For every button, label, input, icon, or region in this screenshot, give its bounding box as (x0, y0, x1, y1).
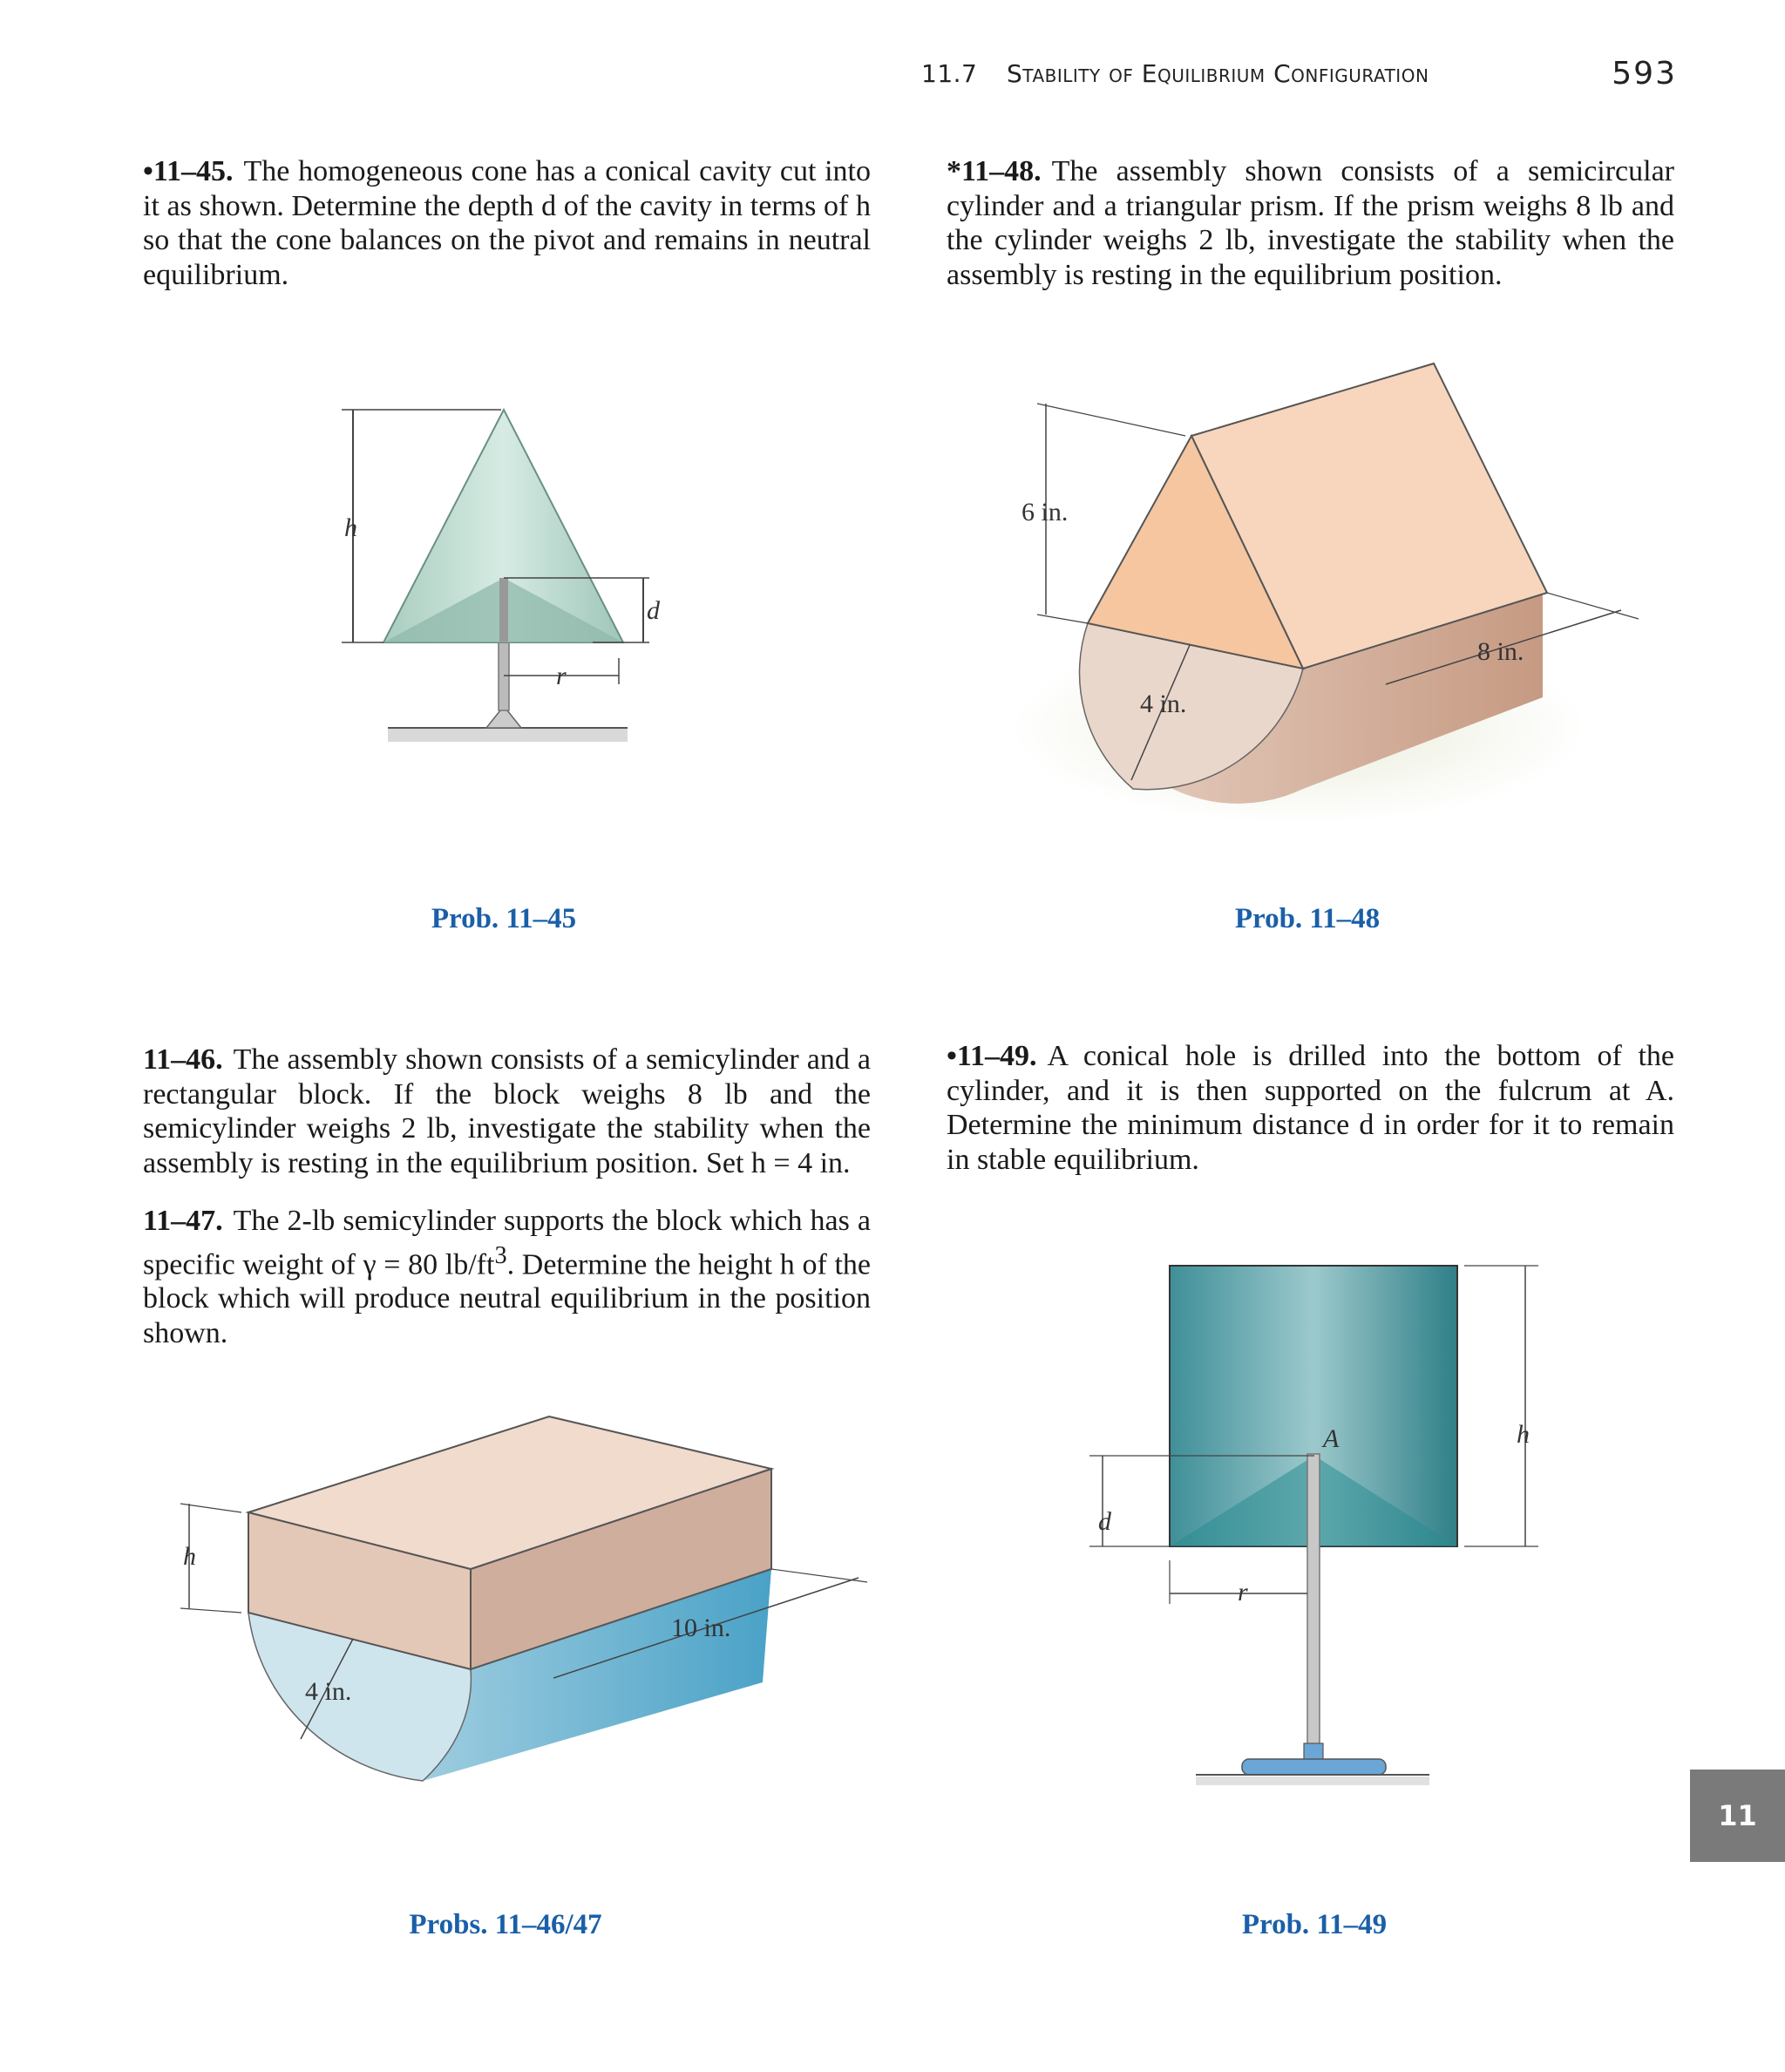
superscript: 3 (494, 1241, 507, 1269)
chapter-tab: 11 (1690, 1770, 1785, 1862)
problem-text-a: The 2-lb semicylinder supports the block which has a specific weight of γ = 80 lb/ft (143, 1205, 871, 1281)
label-A: A (1323, 1424, 1340, 1453)
problem-text: The homogeneous cone has a conical cavity cut into it as shown. Determine the depth d of the cavity in terms of h so that the cone balances on the pivot and remains in neutral equilibrium. (143, 155, 871, 291)
problem-text: The assembly shown consists of a semicircular cylinder and a triangular prism. If the prism weighs 8 lb and the cylinder weighs 2 lb, investigate the stability when the assembly is resting in the equilibrium position. (947, 155, 1674, 291)
caption-probs-11-46-47: Probs. 11–46/47 (409, 1909, 602, 1940)
problem-number: 11–46. (143, 1043, 223, 1076)
label-6in: 6 in. (1021, 498, 1069, 526)
figure-cylinder-fulcrum (1081, 1255, 1569, 1813)
caption-prob-11-49: Prob. 11–49 (1241, 1909, 1388, 1940)
label-h: h (183, 1542, 196, 1571)
problem-number: 11–47. (143, 1205, 223, 1237)
figure-prism-cylinder (1002, 353, 1647, 841)
section-number: 11.7 (921, 59, 978, 88)
problem-text: The assembly shown consists of a semicylinder and a rectangular block. If the block weighs 8 lb and the semicylinder weighs 2 lb, investigate the stability when the assembly is resting in the equilibrium position. Set h = 4 in. (143, 1043, 871, 1179)
problem-number: •11–49. (947, 1040, 1037, 1072)
problem-11-46 (143, 1043, 871, 1180)
problem-text-b: . Determine the height h of the block which will produce neutral equilibrium in the position shown. (143, 1247, 871, 1349)
problem-number: *11–48. (947, 155, 1042, 187)
label-d: d (1098, 1507, 1111, 1536)
figure-cone-pivot (331, 397, 660, 763)
problem-11-47 (143, 1204, 871, 1350)
label-d: d (647, 596, 660, 625)
section-title: Stability of Equilibrium Configuration (1007, 59, 1429, 88)
page-number: 593 (1612, 56, 1677, 92)
label-4in: 4 in. (305, 1677, 352, 1706)
problem-11-49 (947, 1039, 1674, 1177)
problem-number: •11–45. (143, 155, 234, 187)
caption-prob-11-45: Prob. 11–45 (431, 903, 577, 934)
fulcrum-base (1242, 1759, 1386, 1775)
ground (388, 728, 628, 742)
label-8in: 8 in. (1477, 637, 1524, 666)
label-h: h (1517, 1420, 1530, 1449)
label-h: h (344, 513, 357, 542)
label-r: r (556, 662, 567, 690)
label-4in: 4 in. (1140, 690, 1187, 718)
problem-text: A conical hole is drilled into the bottom of the cylinder, and it is then supported on the fulcrum at A. Determine the minimum distance d in order for it to remain in stable equilibrium. (947, 1040, 1674, 1176)
problem-11-48 (947, 154, 1674, 292)
label-r: r (1238, 1578, 1248, 1607)
figure-block-semicylinder (170, 1451, 885, 1800)
problem-11-45 (143, 154, 871, 292)
caption-prob-11-48: Prob. 11–48 (1234, 903, 1381, 934)
fulcrum-rod (1307, 1454, 1320, 1750)
label-10in: 10 in. (671, 1613, 731, 1642)
